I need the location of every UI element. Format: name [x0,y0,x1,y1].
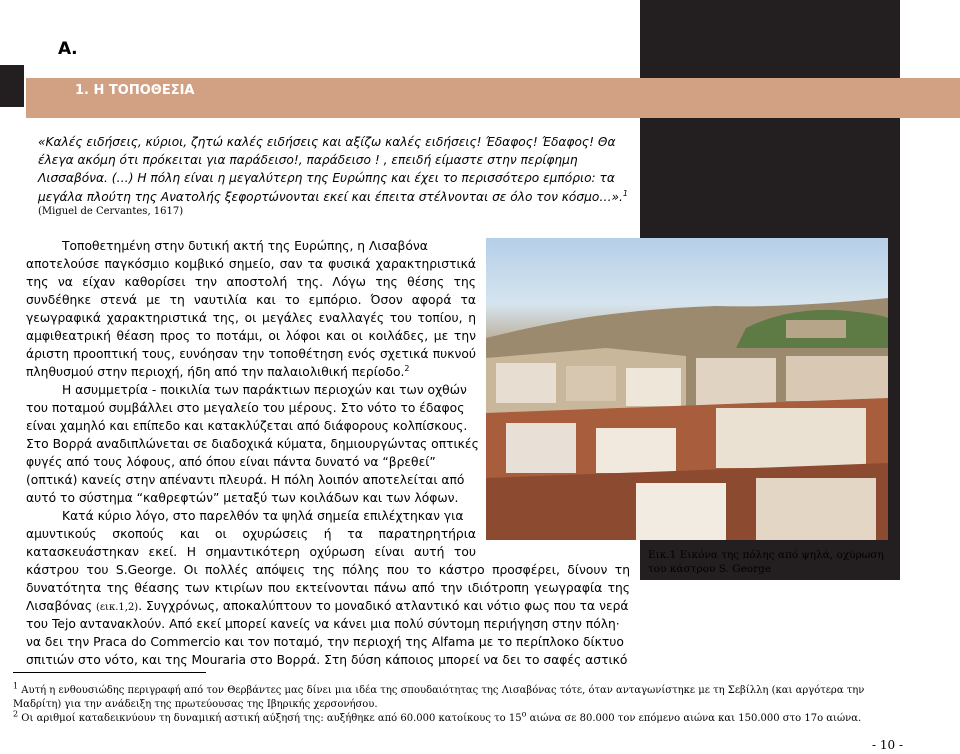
body-line: Κατά κύριο λόγο, στο παρελθόν τα ψηλά σημεία επιλέχτηκαν για [62,509,464,523]
footnote-text: Αυτή η ενθουσιώδης περιγραφή από τον Θερβάντες μας δίνει μια ιδέα της σπουδαιότητας της Λισαβόνας τότε, όταν ανταγωνίστηκε με τη Σεβίλλη (και αργότερα την Μαδρίτη) για την ανάδειξη της πρωτεύουσας της Ιβηρικής χερσονήσου. [13,685,865,710]
quote-line-text: μεγάλα πλούτη της Ανατολής ξεφορτώνονται εκεί και έπειτα στέλνονται σε όλο τον κόσμο…». [38,189,623,204]
footnote-1 [13,681,913,712]
body-line: άριστη προοπτική τους, ευνόησαν την τοποθέτηση ενός σχετικά πυκνού [26,347,476,361]
body-line: Η ασυμμετρία - ποικιλία των παράκτιων περιοχών και των οχθών [62,383,467,397]
section-title: 1. Η ΤΟΠΟΘΕΣΙΑ [75,83,195,98]
body-line: της να είχαν καθορίσει την αποστολή της. Λόγω της θέσης της [26,275,476,289]
section-letter: Α. [58,39,78,59]
body-line: δυνατότητα της θέασης των κτιρίων που εκτείνονται πάνω από την ιδιότροπη γεωγραφία της [26,581,630,595]
body-line: αμυντικούς σκοπούς και οι οχυρώσεις ή τα παρατηρητήρια [26,527,476,541]
body-line: κάστρου του S.George. Οι πολλές απόψεις της πόλης που το κάστρο προσφέρει, δίνουν τη [26,563,630,577]
quote-line: «Καλές ειδήσεις, κύριοι, ζητώ καλές ειδήσεις και αξίζω καλές ειδήσεις! Έδαφος! Έδαφος! Θα [38,135,616,149]
figure-caption-label: Εικ.1 [648,549,677,561]
page-number: - 10 - [872,738,904,752]
footnote-text: Οι αριθμοί καταδεικνύουν τη δυναμική αστική αύξησή της: αυξήθηκε από 60.000 κατοίκους το 15 [21,713,522,724]
figure-caption [648,548,888,576]
left-black-block [0,65,24,107]
body-line: να δει την Praca do Commercio και τον ποταμό, την περιοχή της Alfama με το περίπλοκο δίκτυο [26,635,624,649]
body-line: κατασκευάστηκαν εκεί. Η σημαντικότερη οχύρωση είναι αυτή του [26,545,476,559]
body-line: του Tejo αντανακλούν. Από εκεί μπορεί κανείς να κάνει μια πολύ σύντομη περιήγηση στην πόλη· [26,617,620,631]
footnote-number: 2 [13,709,19,719]
body-line: συνδέθηκε στενά με τη ναυτιλία και το εμπόριο. Όσον αφορά τα [26,293,476,307]
footnote-ref-2[interactable]: 2 [404,363,410,373]
footnote-ref-1[interactable]: 1 [622,188,628,198]
body-line: αμφιθεατρική θέαση προς το ποτάμι, οι λόφοι και οι κοιλάδες, με την [26,329,476,343]
body-line: σπιτιών στο νότο, και της Mouraria στο Βορρά. Στη δύση κάποιος μπορεί να δει το σαφές αστικό [26,653,628,667]
body-line: Στο Βορρά αναδιπλώνεται σε διαδοχικά κύματα, δημιουργώντας οπτικές [26,437,479,451]
body-line: είναι χαμηλό και επίπεδο και κατακλύζεται από διάφορους κολπίσκους. [26,419,468,433]
body-line: αποτελούσε παγκόσμιο κομβικό σημείο, σαν τα φυσικά χαρακτηριστικά [26,257,476,271]
body-line: Τοποθετημένη στην δυτική ακτή της Ευρώπης, η Λισαβόνα [62,239,428,253]
lisbon-city-photo [486,238,888,540]
figure-ref[interactable]: (εικ.1,2) [95,602,139,613]
body-line-text: πληθυσμού στην περιοχή, ήδη από την παλαιολιθική περίοδο. [26,365,405,379]
cervantes-quote [38,133,638,206]
footnote-divider [13,672,206,673]
body-line [26,364,409,382]
body-line: γεωγραφικά χαρακτηριστικά της, οι μεγάλες εναλλαγές του τοπίου, η [26,311,476,325]
quote-line: έλεγα ακόμη ότι πρόκειται για παράδεισο!, παράδεισο ! , επειδή είμαστε στην περίφημη [38,153,578,168]
footnote-2 [13,709,913,726]
body-line-text: Λισαβόνας [26,599,93,613]
body-line: (οπτικά) κανείς στην απέναντι πλευρά. Η πόλη λοιπόν αποτελείται από [26,473,465,487]
body-line [26,598,629,617]
body-line: αυτό το σύστημα “καθρεφτών” μεταξύ των κοιλάδων και των λόφων. [26,491,459,505]
figure-caption-text: Εικόνα της πόλης από ψηλά, οχύρωση του κάστρου S. George [648,549,884,575]
body-line-text: . Συγχρόνως, αποκαλύπτουν το μοναδικό ατλαντικό και νότιο φως που τα νερά [138,599,629,613]
photo-illustration [486,238,888,540]
quote-source: (Miguel de Cervantes, 1617) [38,206,184,217]
footnote-number: 1 [13,681,19,691]
footnote-superscript: ο [521,709,527,719]
quote-line [38,188,638,206]
body-line: φυγές από τους λόφους, από όπου είναι πάντα δυνατό να “βρεθεί” [26,455,436,469]
footnote-text: αιώνα σε 80.000 τον επόμενο αιώνα και 150.000 στο 17ο αιώνα. [526,713,862,724]
body-line: του ποταμού συμβάλλει στο μεγαλείο του μέρους. Στο νότο το έδαφος [26,401,465,415]
quote-line: Λισσαβόνα. (…) Η πόλη είναι η μεγαλύτερη της Ευρώπης και έχει το περισσότερο εμπόριο: τα [38,171,615,186]
